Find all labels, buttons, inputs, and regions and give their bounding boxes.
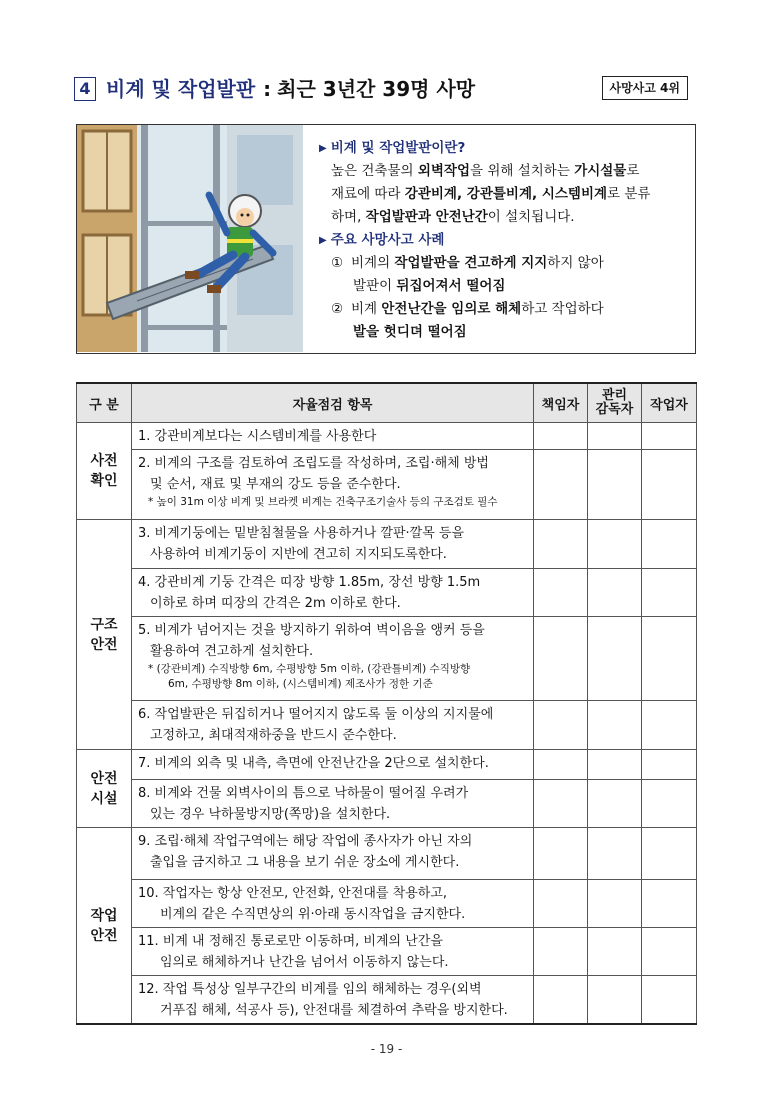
check-responsible-3[interactable] [534, 520, 588, 569]
title-separator: : [263, 77, 272, 101]
check-item-4 [132, 569, 534, 617]
check-supervisor-6[interactable] [588, 701, 642, 750]
header-item: 자율점검 항목 [132, 383, 534, 423]
check-worker-6[interactable] [642, 701, 697, 750]
check-worker-2[interactable] [642, 450, 697, 520]
header-supervisor-bottom: 감독자 [595, 402, 634, 417]
illustration-svg [77, 125, 303, 352]
check-worker-3[interactable] [642, 520, 697, 569]
table-row [77, 569, 697, 617]
category-safety-facility [77, 750, 132, 828]
check-responsible-5[interactable] [534, 617, 588, 701]
item-text: 8. 비계와 건물 외벽사이의 틈으로 낙하물이 떨어질 우려가 [138, 786, 469, 801]
definition-heading [319, 137, 691, 160]
header-responsible: 책임자 [534, 383, 588, 423]
check-supervisor-8[interactable] [588, 780, 642, 828]
check-item-10 [132, 880, 534, 928]
check-supervisor-4[interactable] [588, 569, 642, 617]
case-line-1: 비계의 작업발판을 견고하게 지지하지 않아 [351, 255, 604, 271]
check-supervisor-3[interactable] [588, 520, 642, 569]
item-text: 12. 작업 특성상 일부구간의 비계를 임의 해체하는 경우(외벽 [138, 982, 482, 997]
check-responsible-8[interactable] [534, 780, 588, 828]
page-number: - 19 - [370, 1042, 403, 1056]
check-responsible-10[interactable] [534, 880, 588, 928]
category-structural-safety [77, 520, 132, 750]
rank-badge: 사망사고 4위 [602, 76, 689, 100]
table-row [77, 450, 697, 520]
case-line-1: 비계 안전난간을 임의로 해체하고 작업하다 [351, 301, 604, 317]
table-row [77, 701, 697, 750]
case-marker: ① [331, 255, 344, 271]
check-worker-1[interactable] [642, 423, 697, 450]
case-line-2: 발판이 뒤집어져서 떨어짐 [353, 278, 506, 294]
check-worker-12[interactable] [642, 976, 697, 1025]
check-supervisor-11[interactable] [588, 928, 642, 976]
item-text-cont: 고정하고, 최대적재하중을 반드시 준수한다. [150, 728, 397, 743]
item-text: 1. 강관비계보다는 시스템비계를 사용한다 [138, 429, 377, 444]
table-row [77, 520, 697, 569]
check-responsible-4[interactable] [534, 569, 588, 617]
check-worker-10[interactable] [642, 880, 697, 928]
section-number: 4 [74, 77, 96, 101]
emphasis-text: 발을 헛디뎌 떨어짐 [353, 324, 467, 340]
cases-heading-text: 주요 사망사고 사례 [330, 232, 445, 248]
accident-case-2 [319, 298, 691, 344]
item-text: 2. 비계의 구조를 검토하여 조립도를 작성하며, 조립·해체 방법 [138, 456, 489, 471]
table-row [77, 928, 697, 976]
case-marker: ② [331, 301, 344, 317]
emphasis-text: 강관비계, 강관틀비계, 시스템비계 [404, 186, 608, 202]
check-responsible-9[interactable] [534, 828, 588, 880]
title-text: 비계 및 작업발판 [106, 77, 256, 101]
case-line-2 [331, 321, 691, 344]
item-text-cont: 거푸집 해체, 석공사 등), 안전대를 체결하여 추락을 방지한다. [160, 1003, 508, 1018]
item-text: 4. 강관비계 기둥 간격은 띠장 방향 1.85m, 장선 방향 1.5m [138, 575, 481, 590]
check-responsible-7[interactable] [534, 750, 588, 780]
check-responsible-1[interactable] [534, 423, 588, 450]
item-text: 11. 비계 내 정해진 통로로만 이동하며, 비계의 난간을 [138, 934, 443, 949]
item-text-cont: 이하로 하며 띠장의 간격은 2m 이하로 한다. [150, 596, 401, 611]
title-row [72, 74, 700, 108]
category-line: 시설 [90, 790, 118, 807]
category-work-safety [77, 828, 132, 1025]
emphasis-text: 작업발판과 안전난간 [365, 209, 488, 225]
category-line: 확인 [90, 473, 118, 489]
check-worker-11[interactable] [642, 928, 697, 976]
check-item-7 [132, 750, 534, 780]
definition-line: 재료에 따라 강관비계, 강관틀비계, 시스템비계로 분류 [331, 186, 651, 202]
emphasis-text: 가시설물 [574, 163, 627, 179]
check-worker-4[interactable] [642, 569, 697, 617]
item-text-cont: 비계의 같은 수직면상의 위·아래 동시작업을 금지한다. [160, 907, 466, 922]
item-text: 10. 작업자는 항상 안전모, 안전화, 안전대를 착용하고, [138, 886, 448, 901]
table-row [77, 780, 697, 828]
item-text-cont: 출입을 금지하고 그 내용을 보기 쉬운 장소에 게시한다. [150, 855, 460, 870]
category-line: 안전 [90, 770, 118, 787]
check-worker-7[interactable] [642, 750, 697, 780]
item-note [138, 662, 527, 692]
check-supervisor-5[interactable] [588, 617, 642, 701]
check-item-12 [132, 976, 534, 1025]
triangle-bullet-icon: ▶ [319, 235, 327, 246]
category-pre-check [77, 423, 132, 520]
category-line: 사전 [90, 453, 118, 469]
category-line: 구조 [90, 616, 118, 633]
scaffold-accident-illustration [77, 125, 303, 352]
check-item-3 [132, 520, 534, 569]
item-text-cont: 사용하여 비계기둥이 지반에 견고히 지지되도록한다. [150, 547, 447, 562]
emphasis-text: 안전난간을 임의로 해체 [381, 301, 522, 317]
table-row [77, 617, 697, 701]
header-supervisor-top: 관리 [601, 388, 628, 403]
check-item-1 [132, 423, 534, 450]
header-category: 구 분 [77, 383, 132, 423]
check-item-6 [132, 701, 534, 750]
check-supervisor-7[interactable] [588, 750, 642, 780]
definition-paragraph [319, 160, 691, 229]
emphasis-text: 작업발판을 견고하게 지지 [394, 255, 548, 271]
category-line: 작업 [90, 907, 118, 924]
category-line: 안전 [90, 927, 118, 944]
item-text-cont: 있는 경우 낙하물방지망(쪽망)을 설치한다. [150, 807, 391, 822]
accident-case-1 [319, 252, 691, 298]
item-text-cont: 및 순서, 재료 및 부재의 강도 등을 준수한다. [150, 477, 401, 492]
item-note-line: * (강관비계) 수직방향 6m, 수평방향 5m 이하, (강관틀비계) 수직방향 [148, 663, 471, 675]
emphasis-text: 뒤집어져서 떨어짐 [396, 278, 506, 294]
check-responsible-12[interactable] [534, 976, 588, 1025]
check-worker-8[interactable] [642, 780, 697, 828]
check-item-5 [132, 617, 534, 701]
check-supervisor-2[interactable] [588, 450, 642, 520]
title-subtitle: 최근 3년간 39명 사망 [277, 77, 476, 101]
table-row [77, 423, 697, 450]
check-item-8 [132, 780, 534, 828]
check-item-2 [132, 450, 534, 520]
triangle-bullet-icon: ▶ [319, 143, 327, 154]
item-text-cont: 활용하여 견고하게 설치한다. [150, 644, 314, 659]
check-item-9 [132, 828, 534, 880]
definition-line: 하며, 작업발판과 안전난간이 설치됩니다. [331, 209, 575, 225]
check-supervisor-1[interactable] [588, 423, 642, 450]
check-supervisor-12[interactable] [588, 976, 642, 1025]
check-supervisor-10[interactable] [588, 880, 642, 928]
header-supervisor [588, 383, 642, 423]
table-row [77, 750, 697, 780]
check-supervisor-9[interactable] [588, 828, 642, 880]
emphasis-text: 외벽작업 [417, 163, 471, 179]
item-note: * 높이 31m 이상 비계 및 브라켓 비계는 건축구조기술사 등의 구조검토 필수 [148, 496, 498, 508]
self-inspection-table [76, 382, 697, 1025]
check-item-11 [132, 928, 534, 976]
check-responsible-6[interactable] [534, 701, 588, 750]
check-responsible-2[interactable] [534, 450, 588, 520]
check-responsible-11[interactable] [534, 928, 588, 976]
table-header-row [77, 383, 697, 423]
definition-heading-text: 비계 및 작업발판이란? [330, 140, 466, 156]
item-text: 7. 비계의 외측 및 내측, 측면에 안전난간을 2단으로 설치한다. [138, 756, 489, 771]
item-text: 5. 비계가 넘어지는 것을 방지하기 위하여 벽이음을 앵커 등을 [138, 623, 485, 638]
item-text: 9. 조립·해체 작업구역에는 해당 작업에 종사자가 아닌 자의 [138, 834, 473, 849]
table-row [77, 976, 697, 1025]
intro-text [319, 137, 691, 344]
definition-line: 높은 건축물의 외벽작업을 위해 설치하는 가시설물로 [331, 163, 640, 179]
item-text: 3. 비계기둥에는 밑받침철물을 사용하거나 깔판·깔목 등을 [138, 526, 465, 541]
item-note-line: 6m, 수평방향 8m 이하, (시스템비계) 제조사가 정한 기준 [168, 678, 433, 690]
intro-box [76, 124, 696, 354]
item-text-cont: 임의로 해체하거나 난간을 넘어서 이동하지 않는다. [160, 955, 449, 970]
cases-heading [319, 229, 691, 252]
category-line: 안전 [90, 636, 118, 653]
table-row [77, 828, 697, 880]
page-title [106, 74, 475, 104]
item-text: 6. 작업발판은 뒤집히거나 떨어지지 않도록 둘 이상의 지지물에 [138, 707, 494, 722]
check-worker-9[interactable] [642, 828, 697, 880]
table-row [77, 880, 697, 928]
check-worker-5[interactable] [642, 617, 697, 701]
header-worker: 작업자 [642, 383, 697, 423]
